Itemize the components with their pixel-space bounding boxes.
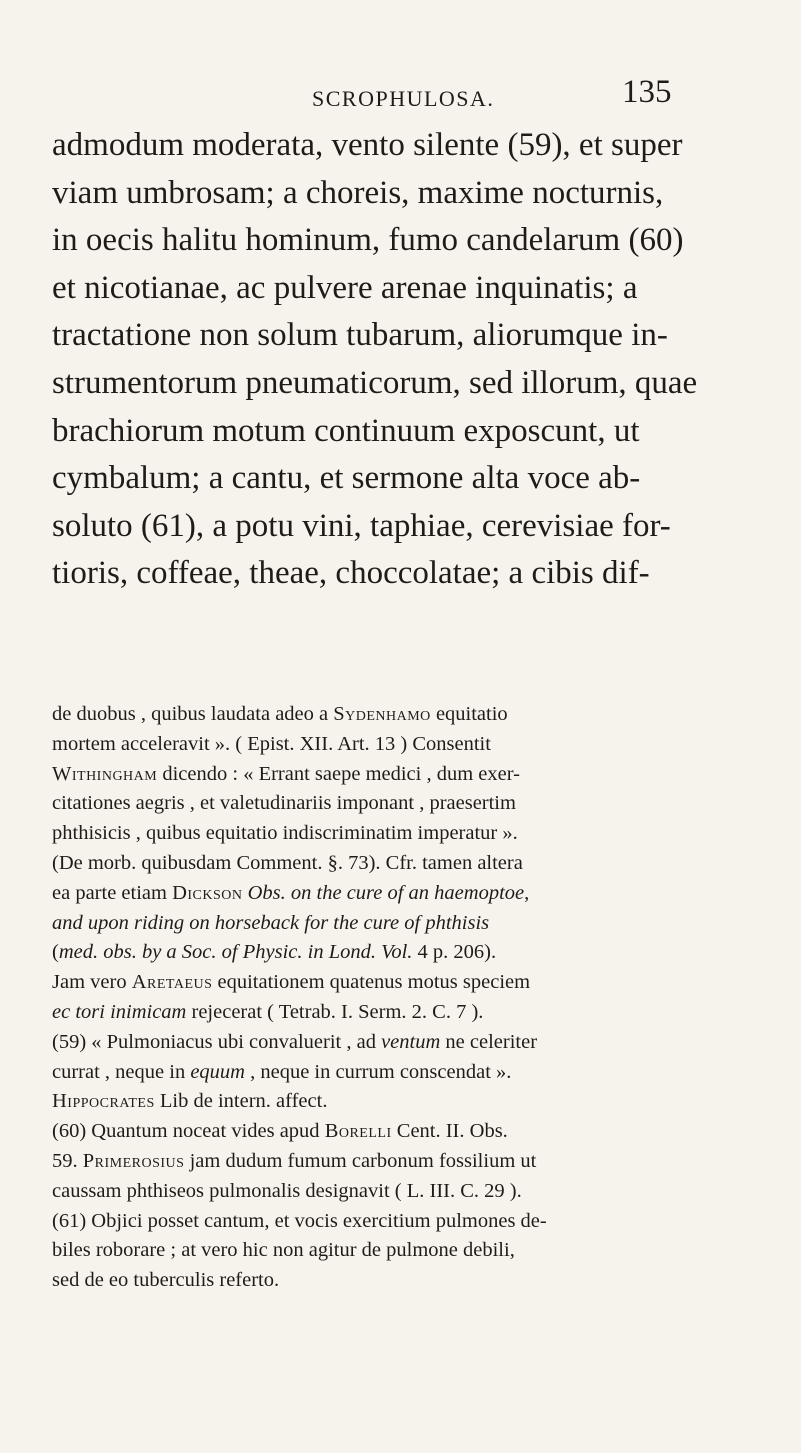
main-text-line: tractatione non solum tubarum, aliorumque in- bbox=[52, 317, 668, 354]
main-text-line: tioris, coffeae, theae, choccolatae; a cibis dif- bbox=[52, 555, 650, 592]
footnote-line: citationes aegris , et valetudinariis imponant , praesertim bbox=[52, 792, 516, 815]
main-text-line: soluto (61), a potu vini, taphiae, cerevisiae for- bbox=[52, 507, 671, 544]
footnote-line: (med. obs. by a Soc. of Physic. in Lond. Vol. 4 p. 206). bbox=[52, 941, 497, 964]
author-name: Withingham bbox=[52, 762, 158, 785]
work-title: Obs. on the cure of an haemoptoe bbox=[247, 881, 525, 904]
main-text bbox=[52, 122, 772, 598]
author-name: Borelli bbox=[324, 1120, 392, 1143]
footnote-line: ec tori inimicam rejecerat ( Tetrab. I. Serm. 2. C. 7 ). bbox=[52, 1000, 484, 1023]
page-number: 135 bbox=[622, 74, 672, 110]
main-text-line: admodum moderata, vento silente (59), et super bbox=[52, 127, 683, 163]
work-title: med. obs. by a Soc. of Physic. in Lond. Vol. bbox=[58, 941, 413, 964]
footnote-line: Jam vero Aretaeus equitationem quatenus motus speciem bbox=[52, 971, 531, 994]
footnote-line: 59. Primerosius jam dudum fumum carbonum fossilium ut bbox=[52, 1149, 537, 1172]
running-title: SCROPHULOSA. bbox=[312, 86, 495, 111]
main-text-line: viam umbrosam; a choreis, maxime nocturnis, bbox=[52, 174, 664, 211]
quoted-phrase: equum bbox=[190, 1060, 245, 1083]
author-name: Hippocrates bbox=[52, 1090, 155, 1113]
footnote-line: caussam phthiseos pulmonalis designavit ( L. III. C. 29 ). bbox=[52, 1179, 522, 1202]
footnote-line: mortem acceleravit ». ( Epist. XII. Art. 13 ) Consentit bbox=[52, 732, 491, 755]
footnote-line: and upon riding on horseback for the cure of phthisis bbox=[52, 911, 490, 934]
footnote-line: Hippocrates Lib de intern. affect. bbox=[52, 1090, 328, 1113]
footnote-line: currat , neque in equum , neque in currum conscendat ». bbox=[52, 1060, 512, 1083]
author-name: Aretaeus bbox=[131, 971, 213, 994]
footnote-line: Withingham dicendo : « Errant saepe medici , dum exer- bbox=[52, 762, 520, 785]
quoted-phrase: ventum bbox=[381, 1030, 441, 1053]
main-text-line: strumentorum pneumaticorum, sed illorum, quae bbox=[52, 364, 698, 401]
author-name: Dickson bbox=[172, 881, 243, 904]
main-text-line: et nicotianae, ac pulvere arenae inquinatis; a bbox=[52, 269, 638, 306]
author-name: Primerosius bbox=[82, 1149, 185, 1172]
footnote-line: (59) « Pulmoniacus ubi convaluerit , ad ventum ne celeriter bbox=[52, 1030, 538, 1053]
running-head bbox=[0, 74, 801, 120]
quoted-phrase: ec tori inimicam bbox=[52, 1000, 187, 1023]
footnote-line: de duobus , quibus laudata adeo a Sydenhamo equitatio bbox=[52, 703, 508, 725]
main-text-line: brachiorum motum continuum exposcunt, ut bbox=[52, 412, 640, 449]
author-name: Sydenhamo bbox=[333, 703, 431, 725]
footnote-line: (De morb. quibusdam Comment. §. 73). Cfr. tamen altera bbox=[52, 851, 523, 874]
main-text-line: in oecis halitu hominum, fumo candelarum (60) bbox=[52, 222, 684, 259]
footnote-line: (60) Quantum noceat vides apud Borelli Cent. II. Obs. bbox=[52, 1120, 508, 1143]
footnote-line: (61) Objici posset cantum, et vocis exercitium pulmones de- bbox=[52, 1209, 547, 1232]
footnotes bbox=[52, 700, 752, 1296]
main-text-line: cymbalum; a cantu, et sermone alta voce ab- bbox=[52, 460, 641, 497]
footnote-line: biles roborare ; at vero hic non agitur de pulmone debili, bbox=[52, 1239, 515, 1262]
footnote-line: sed de eo tuberculis referto. bbox=[52, 1269, 280, 1292]
footnote-line: ea parte etiam Dickson Obs. on the cure of an haemoptoe, bbox=[52, 881, 530, 904]
footnote-line: phthisicis , quibus equitatio indiscriminatim imperatur ». bbox=[52, 822, 518, 845]
